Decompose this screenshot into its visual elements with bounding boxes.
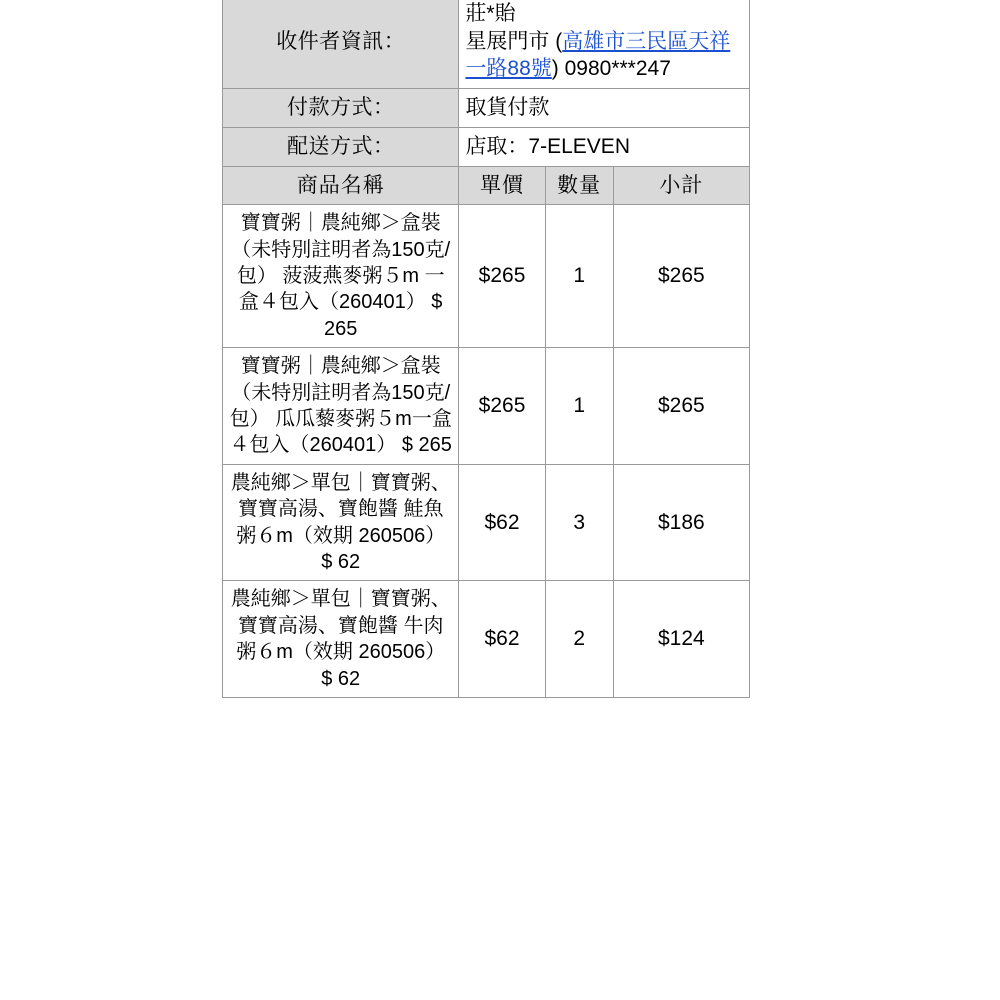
payment-row — [223, 89, 750, 128]
recipient-phone: ) 0980***247 — [551, 57, 671, 81]
table-row — [223, 464, 750, 581]
item-name: 寶寶粥｜農純鄉＞盒裝（未特別註明者為150克/包） 瓜瓜藜麥粥５m一盒４包入（260401） $ 265 — [223, 348, 459, 465]
payment-value: 取貨付款 — [459, 89, 750, 128]
recipient-label: 收件者資訊： — [223, 0, 459, 89]
item-qty: 2 — [545, 581, 613, 698]
item-name: 農純鄉＞單包｜寶寶粥、寶寶高湯、寶飽醬 牛肉粥６m（效期 260506） $ 62 — [223, 581, 459, 698]
shipping-value: 店取：7-ELEVEN — [459, 127, 750, 166]
item-subtotal: $124 — [613, 581, 749, 698]
item-price: $62 — [459, 464, 545, 581]
recipient-address-link[interactable]: 高雄市三民區天祥一路88號 — [465, 29, 731, 81]
shipping-row — [223, 127, 750, 166]
column-header-subtotal: 小計 — [613, 166, 749, 205]
table-row — [223, 348, 750, 465]
item-price: $265 — [459, 205, 545, 348]
item-price: $265 — [459, 348, 545, 465]
table-row — [223, 205, 750, 348]
item-subtotal: $265 — [613, 205, 749, 348]
column-header-price: 單價 — [459, 166, 545, 205]
payment-label: 付款方式： — [223, 89, 459, 128]
item-name: 寶寶粥｜農純鄉＞盒裝（未特別註明者為150克/包） 菠菠燕麥粥５m 一盒４包入（260401） $ 265 — [223, 205, 459, 348]
recipient-name: 莊*貽 — [465, 2, 516, 25]
item-price: $62 — [459, 581, 545, 698]
order-detail-table — [222, 0, 750, 698]
table-header-row — [223, 166, 750, 205]
item-qty: 1 — [545, 205, 613, 348]
shipping-label: 配送方式： — [223, 127, 459, 166]
recipient-store-prefix: 星展門市 ( — [465, 29, 563, 53]
item-qty: 3 — [545, 464, 613, 581]
column-header-qty: 數量 — [545, 166, 613, 205]
column-header-name: 商品名稱 — [223, 166, 459, 205]
item-subtotal: $186 — [613, 464, 749, 581]
recipient-value — [459, 0, 750, 89]
item-qty: 1 — [545, 348, 613, 465]
table-row — [223, 581, 750, 698]
recipient-row — [223, 0, 750, 89]
item-subtotal: $265 — [613, 348, 749, 465]
item-name: 農純鄉＞單包｜寶寶粥、寶寶高湯、寶飽醬 鮭魚粥６m（效期 260506） $ 62 — [223, 464, 459, 581]
